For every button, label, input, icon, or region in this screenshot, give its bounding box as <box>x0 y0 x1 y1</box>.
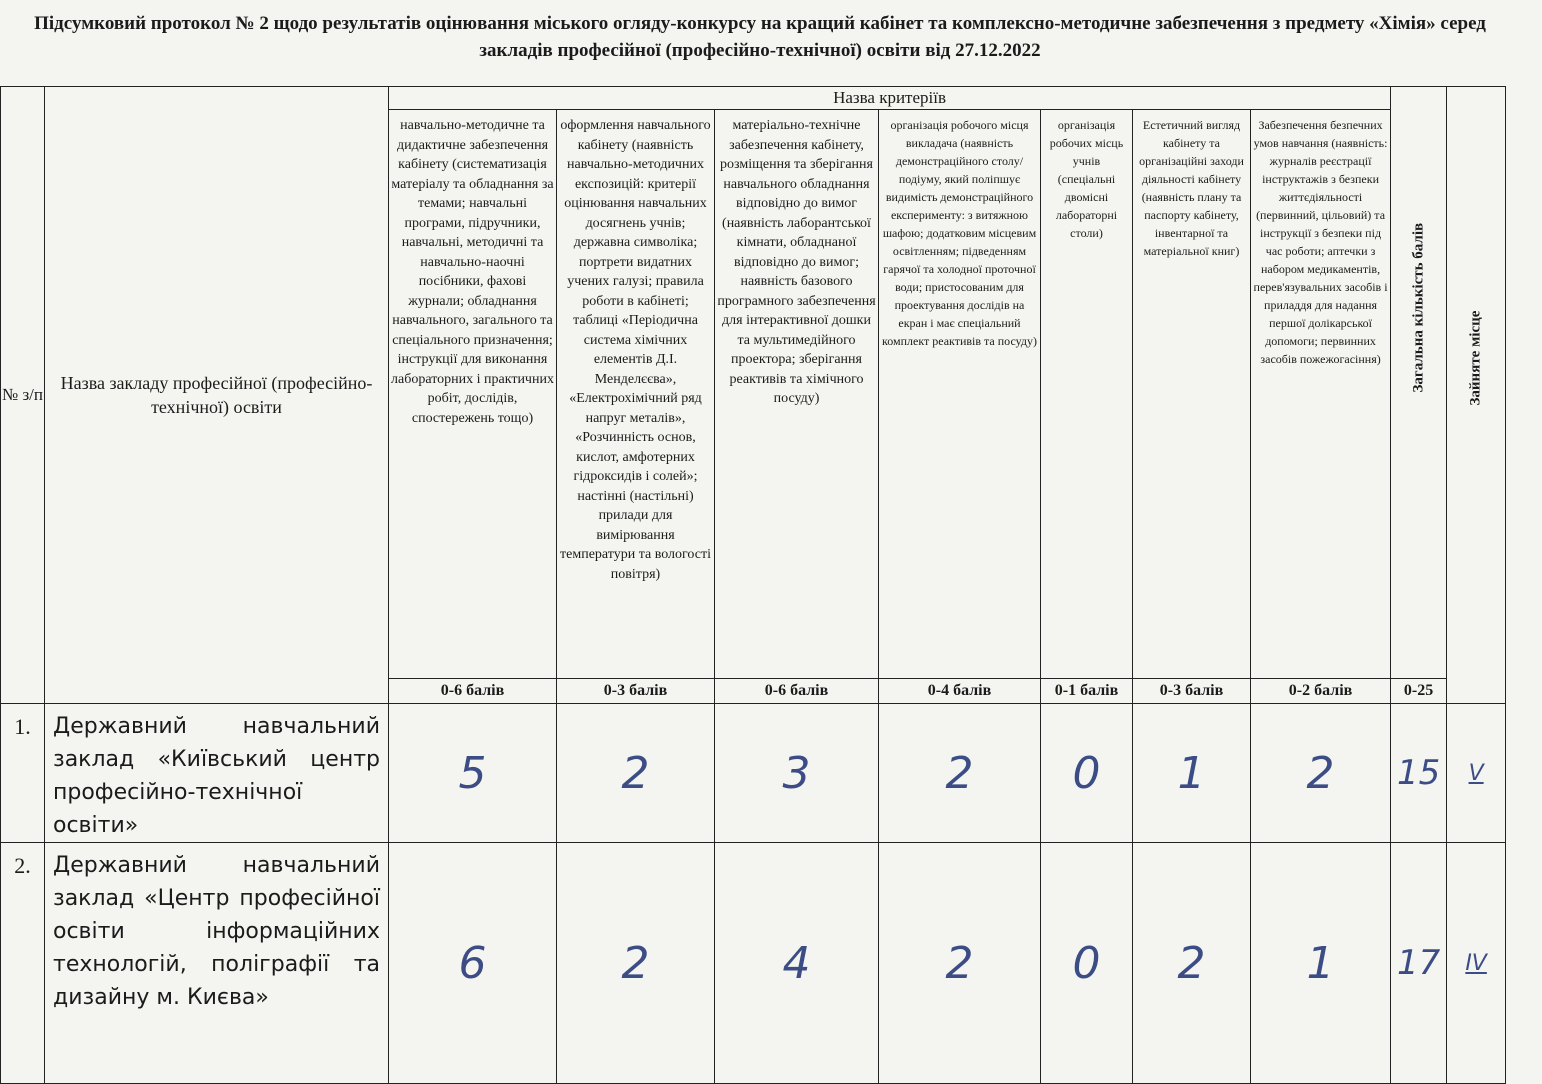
criterion-2-max: 0-3 балів <box>557 679 715 704</box>
criterion-1-max: 0-6 балів <box>389 679 557 704</box>
row-num: 1. <box>1 704 45 843</box>
criterion-4: організація робочого місця викладача (наявність демонстраційного столу/подіуму, який поліпшує видимість демонстраційного експерименту: з витяжною шафою; додатковим місцевим освітленням; підведенням гарячої та холодної проточної води; пристосованим для проектування дослідів на екран і має спеціальний комплект реактивів та посуду) <box>879 110 1041 679</box>
criterion-6-max: 0-3 балів <box>1133 679 1251 704</box>
score-cell: 2 <box>557 704 715 843</box>
header-name: Назва закладу професійної (професійно-технічної) освіти <box>45 87 389 704</box>
row-institution: Державний навчальний заклад «Центр професійної освіти інформаційних технологій, поліграфії та дизайну м. Києва» <box>45 843 389 1084</box>
table-row <box>1 704 1506 843</box>
total-max: 0-25 <box>1391 679 1447 704</box>
score-cell: 2 <box>879 843 1041 1084</box>
criterion-3: матеріально-технічне забезпечення кабінету, розміщення та зберігання навчального обладнання відповідно до вимог (наявність лаборантської кімнати, обладнаної відповідно до вимог; наявність базового програмного забезпечення для інтерактивної дошки та мультимедійного проектора; зберігання реактивів та хімічного посуду) <box>715 110 879 679</box>
criterion-7: Забезпечення безпечних умов навчання (наявність: журналів реєстрації інструктажів з безпеки життєдіяльності (первинний, цільовий) та інструкції з безпеки під час роботи; аптечки з набором медикаментів, перев'язувальних засобів і приладдя для надання першої долікарської допомоги; первинних засобів пожежогасіння) <box>1251 110 1391 679</box>
score-cell: 2 <box>879 704 1041 843</box>
row-num: 2. <box>1 843 45 1084</box>
results-table <box>0 86 1506 1084</box>
total-cell: 15 <box>1391 704 1447 843</box>
page-title: Підсумковий протокол № 2 щодо результатів оцінювання міського огляду-конкурсу на кращий кабінет та комплексно-методичне забезпечення з предмету «Хімія» серед закладів професійної (професійно-технічної) освіти від 27.12.2022 <box>34 13 1486 61</box>
score-cell: 1 <box>1251 843 1391 1084</box>
score-cell: 3 <box>715 704 879 843</box>
place-cell: IV <box>1447 843 1506 1084</box>
table-row <box>1 843 1506 1084</box>
header-num: № з/п <box>1 87 45 704</box>
row-institution: Державний навчальний заклад «Київський центр професійно-технічної освіти» <box>45 704 389 843</box>
total-cell: 17 <box>1391 843 1447 1084</box>
criterion-2: оформлення навчального кабінету (наявність навчально-методичних експозицій: критерії оцінювання навчальних досягнень учнів; державна символіка; портрети видатних учених галузі; правила роботи в кабінеті; таблиці «Періодична система хімічних елементів Д.І. Менделєєва», «Електрохімічний ряд напруг металів», «Розчинність основ, кислот, амфотерних гідроксидів і солей»; настінні (настільні) прилади для вимірювання температури та вологості повітря) <box>557 110 715 679</box>
header-place: Зайняте місце <box>1447 87 1506 704</box>
score-cell: 1 <box>1133 704 1251 843</box>
score-cell: 2 <box>557 843 715 1084</box>
score-cell: 2 <box>1251 704 1391 843</box>
criterion-5: організація робочих місць учнів (спеціальні двомісні лабораторні столи) <box>1041 110 1133 679</box>
place-cell: V <box>1447 704 1506 843</box>
header-criteria-group: Назва критеріїв <box>389 87 1391 110</box>
score-cell: 0 <box>1041 704 1133 843</box>
criterion-5-max: 0-1 балів <box>1041 679 1133 704</box>
criterion-7-max: 0-2 балів <box>1251 679 1391 704</box>
header-row-group <box>1 87 1506 110</box>
header-total: Загальна кількість балів <box>1391 87 1447 679</box>
criterion-6: Естетичний вигляд кабінету та організаційні заходи діяльності кабінету (наявність плану та паспорту кабінету, інвентарної та матеріальної книг) <box>1133 110 1251 679</box>
score-cell: 4 <box>715 843 879 1084</box>
score-cell: 5 <box>389 704 557 843</box>
criterion-3-max: 0-6 балів <box>715 679 879 704</box>
criterion-4-max: 0-4 балів <box>879 679 1041 704</box>
score-cell: 2 <box>1133 843 1251 1084</box>
score-cell: 6 <box>389 843 557 1084</box>
score-cell: 0 <box>1041 843 1133 1084</box>
criterion-1: навчально-методичне та дидактичне забезпечення кабінету (систематизація матеріалу та обладнання за темами; навчальні програми, підручники, навчальні, методичні та навчально-наочні посібники, фахові журнали; обладнання навчального, загального та спеціального призначення; інструкції для виконання лабораторних і практичних робіт, дослідів, спостережень тощо) <box>389 110 557 679</box>
